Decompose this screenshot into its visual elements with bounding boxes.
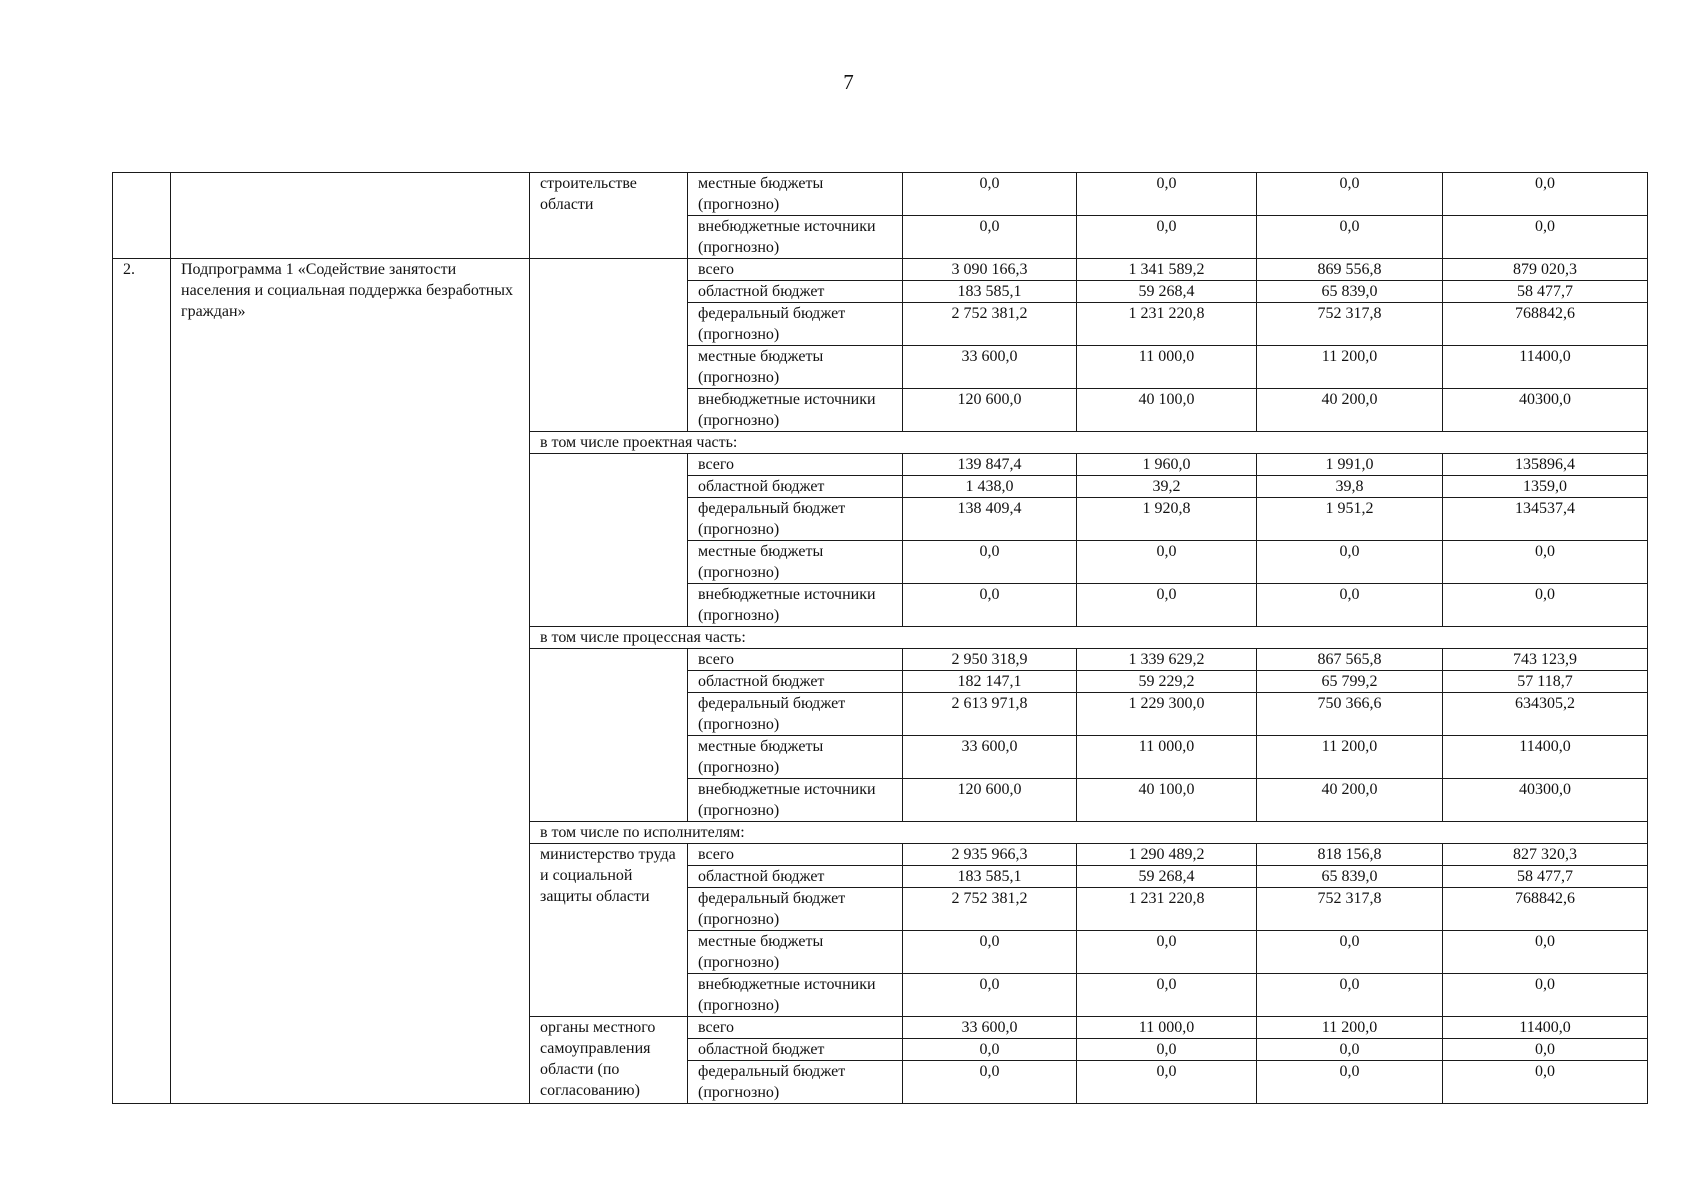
- value-cell: 40 200,0: [1257, 389, 1443, 432]
- funding-source: федеральный бюджет (прогнозно): [688, 693, 903, 736]
- value-cell: 40 200,0: [1257, 779, 1443, 822]
- executor-cell: [530, 454, 688, 627]
- value-cell: 0,0: [1257, 1039, 1443, 1061]
- value-cell: 0,0: [1077, 173, 1257, 216]
- program-name-cell: [171, 173, 530, 259]
- funding-source: всего: [688, 1017, 903, 1039]
- value-cell: 634305,2: [1443, 693, 1648, 736]
- value-cell: 40 100,0: [1077, 779, 1257, 822]
- value-cell: 0,0: [1077, 1039, 1257, 1061]
- value-cell: 65 839,0: [1257, 281, 1443, 303]
- table-row: [113, 259, 1648, 281]
- funding-source: федеральный бюджет (прогнозно): [688, 888, 903, 931]
- funding-source: областной бюджет: [688, 281, 903, 303]
- value-cell: 879 020,3: [1443, 259, 1648, 281]
- funding-source: всего: [688, 649, 903, 671]
- value-cell: 2 752 381,2: [903, 303, 1077, 346]
- value-cell: 0,0: [1077, 584, 1257, 627]
- value-cell: 1 290 489,2: [1077, 844, 1257, 866]
- value-cell: 11400,0: [1443, 1017, 1648, 1039]
- executor-local-gov: органы местного самоуправления области (по согласованию): [530, 1017, 688, 1104]
- value-cell: 2 935 966,3: [903, 844, 1077, 866]
- value-cell: 0,0: [1257, 584, 1443, 627]
- value-cell: 0,0: [1443, 216, 1648, 259]
- value-cell: 0,0: [903, 584, 1077, 627]
- value-cell: 11 000,0: [1077, 346, 1257, 389]
- value-cell: 1 229 300,0: [1077, 693, 1257, 736]
- value-cell: 1 920,8: [1077, 498, 1257, 541]
- value-cell: 0,0: [1257, 974, 1443, 1017]
- value-cell: 827 320,3: [1443, 844, 1648, 866]
- value-cell: 0,0: [1077, 1061, 1257, 1104]
- value-cell: 11 000,0: [1077, 736, 1257, 779]
- value-cell: 33 600,0: [903, 1017, 1077, 1039]
- value-cell: 138 409,4: [903, 498, 1077, 541]
- value-cell: 2 613 971,8: [903, 693, 1077, 736]
- value-cell: 0,0: [1257, 1061, 1443, 1104]
- value-cell: 1 438,0: [903, 476, 1077, 498]
- value-cell: 867 565,8: [1257, 649, 1443, 671]
- value-cell: 0,0: [1443, 1061, 1648, 1104]
- funding-source: внебюджетные источники (прогнозно): [688, 389, 903, 432]
- value-cell: 183 585,1: [903, 866, 1077, 888]
- value-cell: 0,0: [903, 173, 1077, 216]
- value-cell: 0,0: [1257, 216, 1443, 259]
- value-cell: 40300,0: [1443, 389, 1648, 432]
- value-cell: 0,0: [1443, 584, 1648, 627]
- value-cell: 752 317,8: [1257, 303, 1443, 346]
- value-cell: 3 090 166,3: [903, 259, 1077, 281]
- value-cell: 768842,6: [1443, 888, 1648, 931]
- value-cell: 65 799,2: [1257, 671, 1443, 693]
- funding-source: всего: [688, 259, 903, 281]
- value-cell: 59 229,2: [1077, 671, 1257, 693]
- funding-source: местные бюджеты (прогнозно): [688, 736, 903, 779]
- value-cell: 1 231 220,8: [1077, 303, 1257, 346]
- value-cell: 0,0: [1443, 974, 1648, 1017]
- value-cell: 40 100,0: [1077, 389, 1257, 432]
- value-cell: 0,0: [1077, 974, 1257, 1017]
- value-cell: 39,8: [1257, 476, 1443, 498]
- value-cell: 65 839,0: [1257, 866, 1443, 888]
- subprogram-name: Подпрограмма 1 «Содействие занятости населения и социальная поддержка безработных граждан»: [171, 259, 530, 1104]
- value-cell: 120 600,0: [903, 389, 1077, 432]
- value-cell: 0,0: [1443, 1039, 1648, 1061]
- value-cell: 57 118,7: [1443, 671, 1648, 693]
- value-cell: 58 477,7: [1443, 281, 1648, 303]
- value-cell: 120 600,0: [903, 779, 1077, 822]
- funding-source: областной бюджет: [688, 866, 903, 888]
- value-cell: 39,2: [1077, 476, 1257, 498]
- value-cell: 768842,6: [1443, 303, 1648, 346]
- funding-source: федеральный бюджет (прогнозно): [688, 498, 903, 541]
- executor-cell: строительстве области: [530, 173, 688, 259]
- funding-source: всего: [688, 454, 903, 476]
- value-cell: 11 000,0: [1077, 1017, 1257, 1039]
- value-cell: 0,0: [1077, 931, 1257, 974]
- value-cell: 11 200,0: [1257, 346, 1443, 389]
- funding-table: [112, 172, 1648, 1104]
- funding-source: внебюджетные источники (прогнозно): [688, 216, 903, 259]
- value-cell: 1359,0: [1443, 476, 1648, 498]
- funding-source: местные бюджеты (прогнозно): [688, 541, 903, 584]
- executor-ministry: министерство труда и социальной защиты области: [530, 844, 688, 1017]
- value-cell: 0,0: [1443, 173, 1648, 216]
- value-cell: 182 147,1: [903, 671, 1077, 693]
- funding-source: областной бюджет: [688, 1039, 903, 1061]
- value-cell: 40300,0: [1443, 779, 1648, 822]
- value-cell: 1 951,2: [1257, 498, 1443, 541]
- value-cell: 0,0: [903, 931, 1077, 974]
- funding-source: всего: [688, 844, 903, 866]
- funding-source: областной бюджет: [688, 671, 903, 693]
- value-cell: 869 556,8: [1257, 259, 1443, 281]
- section-label-process: в том числе процессная часть:: [530, 627, 1648, 649]
- value-cell: 11 200,0: [1257, 736, 1443, 779]
- value-cell: 0,0: [903, 216, 1077, 259]
- value-cell: 59 268,4: [1077, 281, 1257, 303]
- value-cell: 0,0: [903, 1039, 1077, 1061]
- value-cell: 1 960,0: [1077, 454, 1257, 476]
- section-label-executors: в том числе по исполнителям:: [530, 822, 1648, 844]
- row-number-cell: 2.: [113, 259, 171, 1104]
- value-cell: 2 950 318,9: [903, 649, 1077, 671]
- value-cell: 33 600,0: [903, 346, 1077, 389]
- value-cell: 0,0: [1257, 173, 1443, 216]
- funding-source: местные бюджеты (прогнозно): [688, 346, 903, 389]
- value-cell: 0,0: [1257, 541, 1443, 584]
- value-cell: 0,0: [903, 1061, 1077, 1104]
- value-cell: 0,0: [1257, 931, 1443, 974]
- table-row: [113, 173, 1648, 216]
- value-cell: 0,0: [1443, 931, 1648, 974]
- funding-source: внебюджетные источники (прогнозно): [688, 974, 903, 1017]
- funding-source: федеральный бюджет (прогнозно): [688, 1061, 903, 1104]
- row-number-cell: [113, 173, 171, 259]
- value-cell: 2 752 381,2: [903, 888, 1077, 931]
- value-cell: 750 366,6: [1257, 693, 1443, 736]
- section-label-project: в том числе проектная часть:: [530, 432, 1648, 454]
- funding-source: областной бюджет: [688, 476, 903, 498]
- value-cell: 33 600,0: [903, 736, 1077, 779]
- value-cell: 0,0: [1443, 541, 1648, 584]
- value-cell: 58 477,7: [1443, 866, 1648, 888]
- value-cell: 818 156,8: [1257, 844, 1443, 866]
- funding-source: местные бюджеты (прогнозно): [688, 931, 903, 974]
- page-number: 7: [843, 70, 854, 94]
- value-cell: 134537,4: [1443, 498, 1648, 541]
- value-cell: 0,0: [903, 974, 1077, 1017]
- value-cell: 0,0: [903, 541, 1077, 584]
- value-cell: 752 317,8: [1257, 888, 1443, 931]
- executor-cell: [530, 649, 688, 822]
- value-cell: 1 231 220,8: [1077, 888, 1257, 931]
- value-cell: 139 847,4: [903, 454, 1077, 476]
- value-cell: 1 341 589,2: [1077, 259, 1257, 281]
- funding-source: федеральный бюджет (прогнозно): [688, 303, 903, 346]
- funding-source: местные бюджеты (прогнозно): [688, 173, 903, 216]
- value-cell: 59 268,4: [1077, 866, 1257, 888]
- value-cell: 0,0: [1077, 541, 1257, 584]
- funding-source: внебюджетные источники (прогнозно): [688, 779, 903, 822]
- funding-source: внебюджетные источники (прогнозно): [688, 584, 903, 627]
- value-cell: 1 991,0: [1257, 454, 1443, 476]
- value-cell: 135896,4: [1443, 454, 1648, 476]
- value-cell: 11400,0: [1443, 736, 1648, 779]
- value-cell: 11400,0: [1443, 346, 1648, 389]
- value-cell: 0,0: [1077, 216, 1257, 259]
- value-cell: 183 585,1: [903, 281, 1077, 303]
- value-cell: 1 339 629,2: [1077, 649, 1257, 671]
- value-cell: 11 200,0: [1257, 1017, 1443, 1039]
- executor-cell: [530, 259, 688, 432]
- value-cell: 743 123,9: [1443, 649, 1648, 671]
